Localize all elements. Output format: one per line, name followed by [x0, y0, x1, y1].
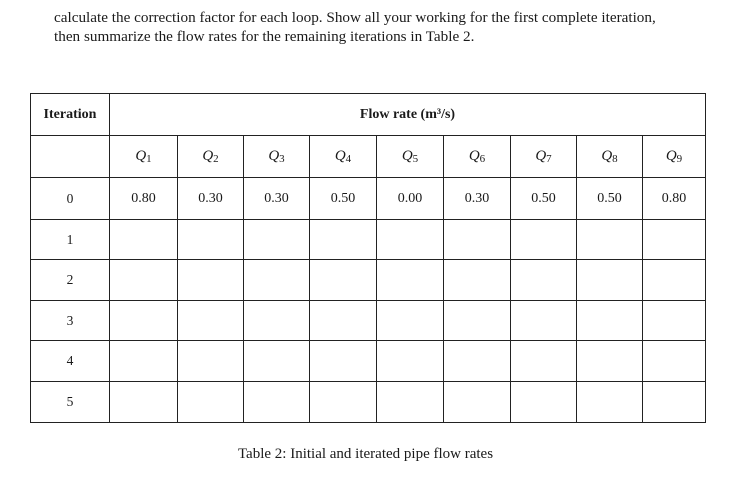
flow-value-cell: 0.50 [511, 178, 577, 220]
iteration-header: Iteration [31, 94, 110, 136]
flow-value-cell [310, 260, 377, 301]
flow-value-cell: 0.00 [377, 178, 444, 220]
flow-column-header: $Q_3$ [244, 136, 310, 178]
iteration-cell: 5 [31, 382, 110, 423]
flow-value-cell [178, 301, 244, 341]
iteration-cell: 2 [31, 260, 110, 301]
iteration-cell: 3 [31, 301, 110, 341]
flow-value-cell [377, 382, 444, 423]
flow-value-cell [244, 220, 310, 260]
iteration-cell: 4 [31, 341, 110, 382]
flow-value-cell [577, 382, 643, 423]
flow-value-cell [110, 301, 178, 341]
flow-value-cell [377, 341, 444, 382]
flow-column-header: $Q_8$ [577, 136, 643, 178]
flow-rate-header: Flow rate (m³/s) [110, 94, 706, 136]
flow-value-cell [178, 220, 244, 260]
flow-value-cell [244, 260, 310, 301]
flow-value-cell [511, 220, 577, 260]
flow-value-cell [377, 260, 444, 301]
table-row [31, 382, 706, 423]
table-row [31, 301, 706, 341]
flow-column-header: $Q_1$ [110, 136, 178, 178]
flow-symbol-row [31, 136, 706, 178]
flow-value-cell: 0.30 [444, 178, 511, 220]
flow-value-cell [310, 220, 377, 260]
flow-column-header: $Q_6$ [444, 136, 511, 178]
flow-value-cell [577, 260, 643, 301]
flow-value-cell [511, 382, 577, 423]
flow-value-cell: 0.80 [110, 178, 178, 220]
flow-value-cell [377, 301, 444, 341]
flow-value-cell [577, 341, 643, 382]
flow-value-cell [244, 382, 310, 423]
flow-value-cell [444, 301, 511, 341]
flow-value-cell [110, 382, 178, 423]
iteration-cell: 0 [31, 178, 110, 220]
flow-value-cell [244, 301, 310, 341]
flow-value-cell [110, 260, 178, 301]
flow-value-cell [110, 341, 178, 382]
flow-value-cell [444, 382, 511, 423]
flow-value-cell: 0.50 [310, 178, 377, 220]
flow-value-cell [643, 382, 706, 423]
flow-value-cell [511, 301, 577, 341]
table-row [31, 220, 706, 260]
flow-column-header: $Q_2$ [178, 136, 244, 178]
intro-line-1: calculate the correction factor for each loop. Show all your working for the first complete iteration, [54, 9, 656, 26]
flow-value-cell [643, 301, 706, 341]
flow-value-cell [310, 301, 377, 341]
flow-value-cell [643, 260, 706, 301]
flow-value-cell: 0.30 [178, 178, 244, 220]
table-header-row [31, 94, 706, 136]
flow-value-cell [577, 220, 643, 260]
flow-column-header: $Q_4$ [310, 136, 377, 178]
flow-value-cell: 0.50 [577, 178, 643, 220]
flow-value-cell [643, 220, 706, 260]
flow-value-cell [511, 341, 577, 382]
flow-value-cell [178, 260, 244, 301]
flow-value-cell [444, 220, 511, 260]
flow-value-cell [178, 341, 244, 382]
intro-paragraph [54, 8, 714, 46]
table-row [31, 178, 706, 220]
flow-value-cell [110, 220, 178, 260]
flow-value-cell [444, 260, 511, 301]
empty-header-cell [31, 136, 110, 178]
table-row [31, 341, 706, 382]
flow-rate-table [30, 93, 706, 423]
flow-value-cell: 0.80 [643, 178, 706, 220]
flow-value-cell [643, 341, 706, 382]
flow-value-cell [178, 382, 244, 423]
flow-column-header: $Q_5$ [377, 136, 444, 178]
intro-line-2: then summarize the flow rates for the remaining iterations in Table 2. [54, 28, 475, 45]
flow-value-cell [310, 382, 377, 423]
iteration-cell: 1 [31, 220, 110, 260]
flow-value-cell [244, 341, 310, 382]
flow-column-header: $Q_9$ [643, 136, 706, 178]
flow-value-cell: 0.30 [244, 178, 310, 220]
table-row [31, 260, 706, 301]
flow-value-cell [377, 220, 444, 260]
flow-value-cell [444, 341, 511, 382]
flow-column-header: $Q_7$ [511, 136, 577, 178]
table-caption: Table 2: Initial and iterated pipe flow rates [237, 446, 494, 462]
flow-value-cell [577, 301, 643, 341]
flow-value-cell [511, 260, 577, 301]
flow-value-cell [310, 341, 377, 382]
